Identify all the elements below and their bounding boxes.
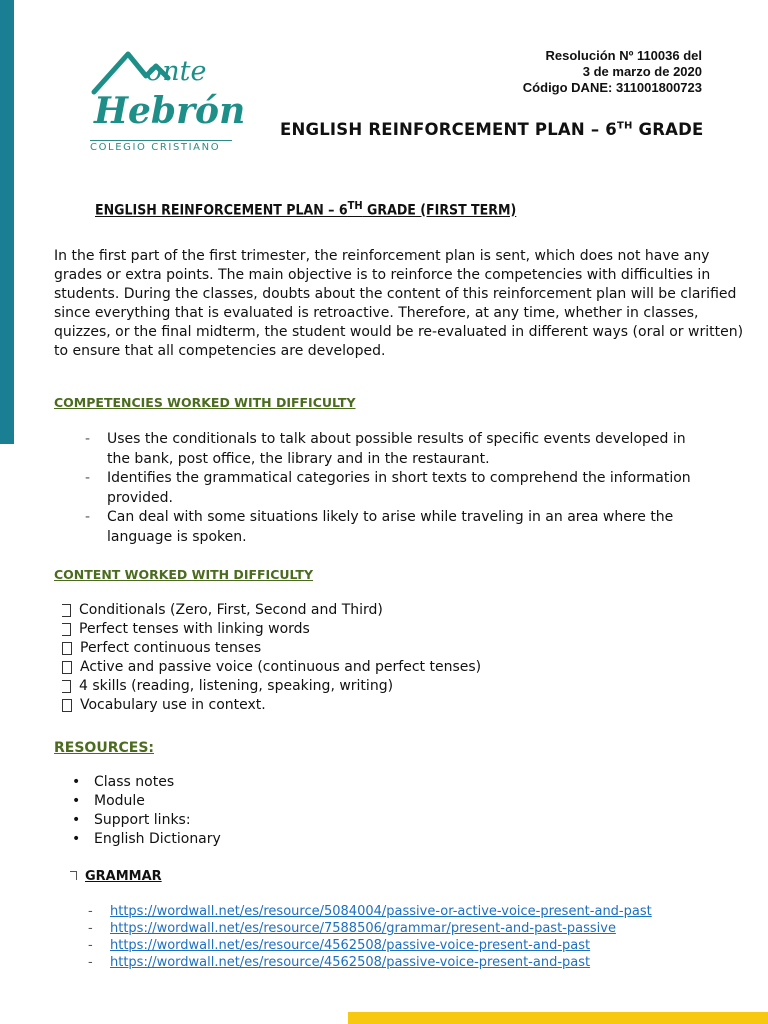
checkbox-icon (62, 623, 71, 636)
list-item: • Support links: (72, 811, 221, 830)
list-item (62, 601, 481, 620)
list-item-label: Vocabulary use in context. (80, 697, 266, 713)
list-item-label: 4 skills (reading, listening, speaking, writing) (79, 678, 394, 694)
page-title (280, 120, 703, 139)
list-item (88, 903, 688, 920)
intro-paragraph: In the first part of the first trimester, the reinforcement plan is sent, which does not have any grades or extra points. The main objective is to reinforce the competencies with difficulties in students. During the classes, doubts about the content of this reinforcement plan will be clarified since everything that is evaluated is retroactive. Therefore, at any time, whether in classes, quizzes, or the final midterm, the student would be re-evaluated in different ways (oral or written) to ensure that all competencies are developed. (54, 248, 744, 359)
list-item-label: Perfect tenses with linking words (79, 621, 310, 637)
list-item: - Identifies the grammatical categories in short texts to comprehend the information provided. (85, 469, 705, 508)
resource-link[interactable]: https://wordwall.net/es/resource/4562508/passive-voice-present-and-past (110, 955, 591, 970)
logo-line1: onte (146, 56, 207, 87)
checkbox-icon (62, 680, 71, 693)
competencies-list (85, 430, 705, 547)
list-item-label: Perfect continuous tenses (80, 640, 262, 656)
list-item (62, 639, 481, 658)
content-list (62, 601, 481, 715)
page-title-sup: TH (616, 120, 633, 132)
resource-link[interactable]: https://wordwall.net/es/resource/7588506/grammar/present-and-past-passive (110, 921, 616, 936)
grammar-links (88, 903, 688, 971)
list-item (62, 620, 481, 639)
section-title-text: ENGLISH REINFORCEMENT PLAN – 6 (95, 202, 348, 219)
content-heading: CONTENT WORKED WITH DIFFICULTY (54, 567, 313, 582)
header-info (523, 48, 702, 96)
list-item-label: Conditionals (Zero, First, Second and Third) (79, 602, 383, 618)
logo-tagline: COLEGIO CRISTIANO (90, 140, 232, 153)
bottom-accent-bar (348, 1012, 768, 1024)
list-item (62, 677, 481, 696)
list-item (88, 937, 688, 954)
page-title-grade: GRADE (632, 120, 704, 139)
side-accent-bar (0, 0, 14, 444)
list-item: • Module (72, 792, 221, 811)
resources-list (72, 773, 221, 849)
logo-line2: Hebrón (94, 90, 246, 132)
section-title (95, 199, 516, 219)
checkbox-icon (62, 642, 72, 655)
competencies-heading: COMPETENCIES WORKED WITH DIFFICULTY (54, 395, 356, 410)
list-item (62, 658, 481, 677)
list-item (88, 920, 688, 937)
resolution-line1: Resolución Nº 110036 del (545, 48, 702, 63)
resource-link[interactable]: https://wordwall.net/es/resource/5084004/passive-or-active-voice-present-and-past (110, 904, 652, 919)
resolution-line2: 3 de marzo de 2020 (582, 64, 702, 79)
page-title-text: ENGLISH REINFORCEMENT PLAN – 6 (280, 120, 617, 139)
checkbox-icon (62, 604, 71, 617)
list-item: • English Dictionary (72, 830, 221, 849)
resources-heading: RESOURCES: (54, 740, 154, 756)
checkbox-icon (62, 661, 72, 674)
section-title-sup: TH (347, 199, 363, 212)
checkbox-icon (70, 871, 77, 880)
dane-code: Código DANE: 311001800723 (522, 80, 702, 95)
section-title-term: GRADE (FIRST TERM) (362, 202, 517, 219)
list-item: - Can deal with some situations likely to arise while traveling in an area where the language is spoken. (85, 508, 705, 547)
checkbox-icon (62, 699, 72, 712)
resource-link[interactable]: https://wordwall.net/es/resource/4562508/passive-voice-present-and-past (110, 938, 591, 953)
school-logo (88, 44, 246, 156)
list-item (88, 954, 688, 971)
list-item: - Uses the conditionals to talk about possible results of specific events developed in the bank, post office, the library and in the restaurant. (85, 430, 705, 469)
list-item-label: Active and passive voice (continuous and perfect tenses) (80, 659, 482, 675)
list-item (62, 696, 481, 715)
grammar-heading: GRAMMAR (85, 869, 162, 884)
list-item: • Class notes (72, 773, 221, 792)
